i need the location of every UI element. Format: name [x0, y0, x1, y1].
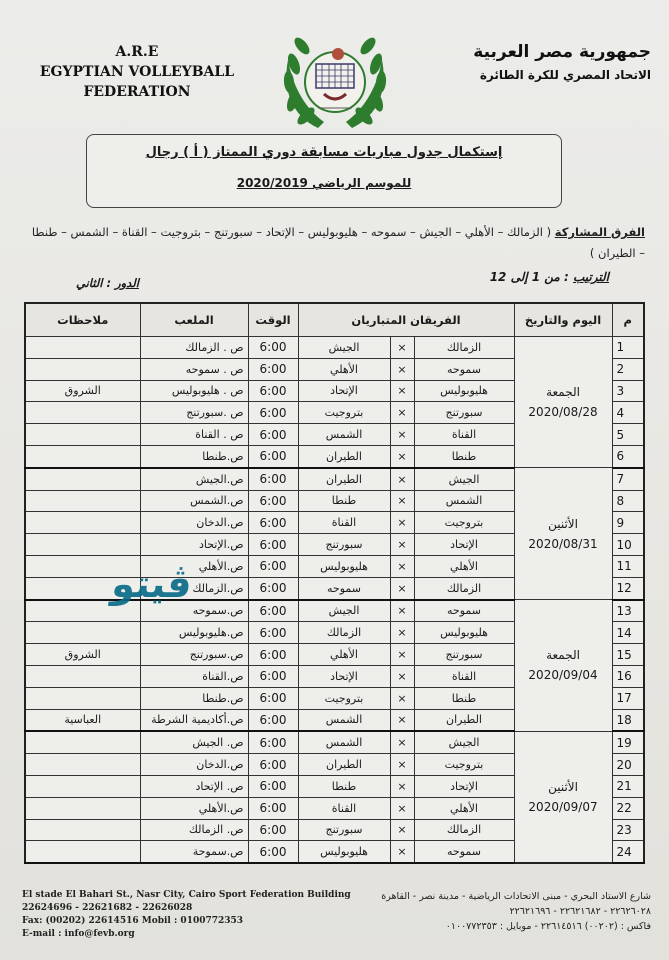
match-time: 6:00 [248, 577, 298, 599]
versus-mark: × [390, 468, 414, 490]
home-team: طنطا [414, 445, 514, 467]
home-team: طنطا [414, 687, 514, 709]
match-venue: ص. الجيش [140, 731, 248, 753]
match-notes [25, 775, 140, 797]
match-number: 11 [612, 555, 644, 577]
document-title: إستكمال جدول مباريات مسابقة دوري الممتاز ( أ ) رجال [145, 145, 503, 160]
away-team: الشمس [298, 731, 390, 753]
match-time: 6:00 [248, 622, 298, 644]
match-time: 6:00 [248, 380, 298, 402]
table-row [25, 731, 644, 753]
season-subtitle: للموسم الرياضي 2020/2019 [236, 176, 412, 190]
away-team: الإتحاد [298, 665, 390, 687]
match-number: 9 [612, 512, 644, 534]
away-team: الجيش [298, 600, 390, 622]
away-team: الشمس [298, 709, 390, 731]
match-day-date [514, 468, 612, 600]
order-value: : من 1 إلى 12 [489, 270, 569, 284]
match-notes [25, 358, 140, 380]
versus-mark: × [390, 775, 414, 797]
match-number: 8 [612, 490, 644, 512]
col-header-day-date: اليوم والتاريخ [514, 303, 612, 337]
match-time: 6:00 [248, 731, 298, 753]
home-team: الطيران [414, 709, 514, 731]
round-value: : الثاني [76, 276, 112, 290]
teams-label: الفرق المشاركة [554, 225, 645, 239]
match-venue: ص.الأهلي [140, 797, 248, 819]
round-label: الدور [115, 276, 139, 290]
footer-right-line-2: ٢٢٦٢٦٠٢٨ - ٢٢٦٢١٦٨٢ - ٢٢٦٢١٦٩٦ [509, 906, 651, 917]
col-header-notes: ملاحظات [25, 303, 140, 337]
match-day: الأثنين [548, 779, 578, 794]
match-time: 6:00 [248, 490, 298, 512]
home-team: الجيش [414, 731, 514, 753]
teams-list: ( الزمالك – الأهلي – الجيش – سموحه – هليوبوليس – الإتحاد – سبورتنج – بتروجيت – القناة – الشمس – طنطا – الطيران ) [31, 225, 645, 260]
away-team: هليوبوليس [298, 841, 390, 863]
match-notes [25, 687, 140, 709]
home-team: سموحه [414, 600, 514, 622]
versus-mark: × [390, 490, 414, 512]
header-left-line-3: FEDERATION [83, 84, 191, 100]
away-team: هليوبوليس [298, 555, 390, 577]
col-header-num: م [612, 303, 644, 337]
versus-mark: × [390, 555, 414, 577]
match-notes [25, 841, 140, 863]
match-time: 6:00 [248, 468, 298, 490]
match-number: 16 [612, 665, 644, 687]
versus-mark: × [390, 337, 414, 359]
match-notes: العباسية [25, 709, 140, 731]
table-row [25, 337, 644, 359]
home-team: القناة [414, 424, 514, 446]
order-label: الترتيب [573, 270, 609, 284]
col-header-teams: الفريقان المتباريان [298, 303, 514, 337]
match-day: الأثنين [548, 516, 578, 531]
footer-right-line-1: شارع الاستاد البحري - مبنى الاتحادات الرياضية - مدينة نصر - القاهرة [381, 891, 651, 902]
match-notes [25, 819, 140, 841]
away-team: القناة [298, 797, 390, 819]
footer-left-line-2: 22624696 - 22621682 - 22626028 [22, 903, 193, 913]
away-team: الشمس [298, 424, 390, 446]
match-venue: ص.الأهلي [140, 555, 248, 577]
match-time: 6:00 [248, 819, 298, 841]
match-number: 5 [612, 424, 644, 446]
match-notes: الشروق [25, 380, 140, 402]
match-time: 6:00 [248, 754, 298, 776]
away-team: الجيش [298, 337, 390, 359]
match-notes [25, 337, 140, 359]
home-team: سموحه [414, 358, 514, 380]
match-time: 6:00 [248, 402, 298, 424]
home-team: سموحه [414, 841, 514, 863]
home-team: الأهلي [414, 797, 514, 819]
match-venue: ص . القناة [140, 424, 248, 446]
away-team: سموحه [298, 577, 390, 599]
match-time: 6:00 [248, 665, 298, 687]
away-team: الطيران [298, 468, 390, 490]
away-team: بتروجيت [298, 402, 390, 424]
footer-left-line-4: E-mail : info@fevb.org [22, 929, 135, 939]
match-notes [25, 665, 140, 687]
versus-mark: × [390, 731, 414, 753]
match-day: الجمعة [546, 385, 580, 400]
away-team: القناة [298, 512, 390, 534]
versus-mark: × [390, 622, 414, 644]
match-date: 2020/09/07 [528, 799, 598, 814]
match-venue: ص.طنطا [140, 687, 248, 709]
match-notes [25, 490, 140, 512]
versus-mark: × [390, 380, 414, 402]
round-line [76, 276, 139, 290]
match-venue: ص.الدخان [140, 754, 248, 776]
match-number: 18 [612, 709, 644, 731]
title-box [86, 134, 562, 208]
match-time: 6:00 [248, 512, 298, 534]
match-number: 1 [612, 337, 644, 359]
away-team: بتروجيت [298, 687, 390, 709]
match-venue: ص.الإتحاد [140, 534, 248, 556]
home-team: الأهلي [414, 555, 514, 577]
match-number: 19 [612, 731, 644, 753]
away-team: الأهلي [298, 358, 390, 380]
versus-mark: × [390, 841, 414, 863]
match-day-date [514, 731, 612, 863]
match-notes [25, 534, 140, 556]
home-team: الزمالك [414, 577, 514, 599]
match-number: 12 [612, 577, 644, 599]
match-number: 2 [612, 358, 644, 380]
match-number: 15 [612, 644, 644, 666]
home-team: سبورتنج [414, 644, 514, 666]
versus-mark: × [390, 687, 414, 709]
match-venue: ص.الدخان [140, 512, 248, 534]
versus-mark: × [390, 445, 414, 467]
versus-mark: × [390, 600, 414, 622]
footer-address-arabic [381, 889, 651, 934]
match-notes [25, 402, 140, 424]
match-venue: ص.طنطا [140, 445, 248, 467]
versus-mark: × [390, 797, 414, 819]
match-time: 6:00 [248, 555, 298, 577]
home-team: هليوبوليس [414, 380, 514, 402]
versus-mark: × [390, 709, 414, 731]
header-right-line-2: الاتحاد المصري للكرة الطائرة [479, 68, 651, 82]
match-number: 17 [612, 687, 644, 709]
match-day-date [514, 600, 612, 732]
match-notes [25, 731, 140, 753]
versus-mark: × [390, 402, 414, 424]
match-venue: ص.القناة [140, 665, 248, 687]
away-team: سبورتنج [298, 819, 390, 841]
versus-mark: × [390, 754, 414, 776]
match-venue: ص . سموحه [140, 358, 248, 380]
header-left-line-2: EGYPTIAN VOLLEYBALL [39, 64, 235, 80]
match-number: 21 [612, 775, 644, 797]
home-team: الزمالك [414, 819, 514, 841]
header-left-line-1: A.R.E [115, 44, 159, 60]
away-team: الأهلي [298, 644, 390, 666]
match-time: 6:00 [248, 358, 298, 380]
participating-teams [23, 222, 645, 264]
match-time: 6:00 [248, 709, 298, 731]
match-time: 6:00 [248, 644, 298, 666]
order-line [490, 270, 609, 284]
match-day-date [514, 337, 612, 468]
match-date: 2020/08/28 [528, 405, 598, 420]
home-team: سبورتنج [414, 402, 514, 424]
home-team: الجيش [414, 468, 514, 490]
col-header-time: الوقت [248, 303, 298, 337]
versus-mark: × [390, 644, 414, 666]
match-time: 6:00 [248, 445, 298, 467]
away-team: الإتحاد [298, 380, 390, 402]
match-venue: ص. الإتحاد [140, 775, 248, 797]
match-date: 2020/08/31 [528, 536, 598, 551]
home-team: بتروجيت [414, 754, 514, 776]
match-number: 20 [612, 754, 644, 776]
versus-mark: × [390, 665, 414, 687]
match-venue: ص.هليوبوليس [140, 622, 248, 644]
versus-mark: × [390, 534, 414, 556]
match-number: 24 [612, 841, 644, 863]
away-team: الطيران [298, 754, 390, 776]
away-team: الزمالك [298, 622, 390, 644]
match-notes [25, 512, 140, 534]
footer-left-line-3: Fax: (00202) 22614516 Mobil : 0100772353 [22, 916, 244, 926]
away-team: الطيران [298, 445, 390, 467]
footer-right-line-3: فاكس : (٠٠٢٠٢) ٢٢٦١٤٥١٦ - موبايل : ٠١٠٠٧٧٢٣٥٣ [445, 921, 651, 932]
match-time: 6:00 [248, 600, 298, 622]
match-notes [25, 445, 140, 467]
match-number: 22 [612, 797, 644, 819]
match-time: 6:00 [248, 775, 298, 797]
footer-left-line-1: El stade El Bahari St., Nasr City, Cairo Sport Federation Building [22, 890, 351, 900]
match-number: 23 [612, 819, 644, 841]
match-number: 10 [612, 534, 644, 556]
match-venue: ص.سموحه [140, 600, 248, 622]
match-notes [25, 468, 140, 490]
match-venue: ص.سبورتنج [140, 644, 248, 666]
match-notes: الشروق [25, 644, 140, 666]
match-time: 6:00 [248, 534, 298, 556]
federation-name-english [22, 42, 252, 102]
home-team: القناة [414, 665, 514, 687]
match-venue: ص . الزمالك [140, 337, 248, 359]
table-header-row [25, 303, 644, 337]
match-venue: ص.سموحة [140, 841, 248, 863]
match-time: 6:00 [248, 797, 298, 819]
versus-mark: × [390, 819, 414, 841]
federation-name-arabic [431, 40, 651, 86]
match-venue: ص .سبورتنج [140, 402, 248, 424]
match-venue: ص. الزمالك [140, 819, 248, 841]
match-date: 2020/09/04 [528, 668, 598, 683]
match-notes [25, 424, 140, 446]
home-team: الإتحاد [414, 534, 514, 556]
match-venue: ص.الزمالك [140, 577, 248, 599]
home-team: هليوبوليس [414, 622, 514, 644]
versus-mark: × [390, 358, 414, 380]
match-number: 7 [612, 468, 644, 490]
versus-mark: × [390, 512, 414, 534]
col-header-venue: الملعب [140, 303, 248, 337]
match-day: الجمعة [546, 648, 580, 663]
away-team: طنطا [298, 775, 390, 797]
away-team: طنطا [298, 490, 390, 512]
match-time: 6:00 [248, 424, 298, 446]
match-number: 14 [612, 622, 644, 644]
home-team: الشمس [414, 490, 514, 512]
match-number: 3 [612, 380, 644, 402]
watermark-logo: ڤيتو [109, 562, 195, 606]
match-time: 6:00 [248, 841, 298, 863]
header-right-line-1: جمهورية مصر العربية [473, 42, 651, 62]
match-time: 6:00 [248, 687, 298, 709]
match-notes [25, 622, 140, 644]
home-team: الإتحاد [414, 775, 514, 797]
match-venue: ص.الشمس [140, 490, 248, 512]
match-number: 6 [612, 445, 644, 467]
away-team: سبورتنج [298, 534, 390, 556]
match-venue: ص.الجيش [140, 468, 248, 490]
federation-logo-icon [278, 24, 392, 136]
match-number: 4 [612, 402, 644, 424]
match-notes [25, 797, 140, 819]
match-time: 6:00 [248, 337, 298, 359]
table-row [25, 468, 644, 490]
match-number: 13 [612, 600, 644, 622]
home-team: بتروجيت [414, 512, 514, 534]
versus-mark: × [390, 424, 414, 446]
footer-address-english [22, 889, 351, 941]
versus-mark: × [390, 577, 414, 599]
match-notes [25, 754, 140, 776]
match-venue: ص . هليوبوليس [140, 380, 248, 402]
match-venue: ص.أكاديمية الشرطة [140, 709, 248, 731]
home-team: الزمالك [414, 337, 514, 359]
